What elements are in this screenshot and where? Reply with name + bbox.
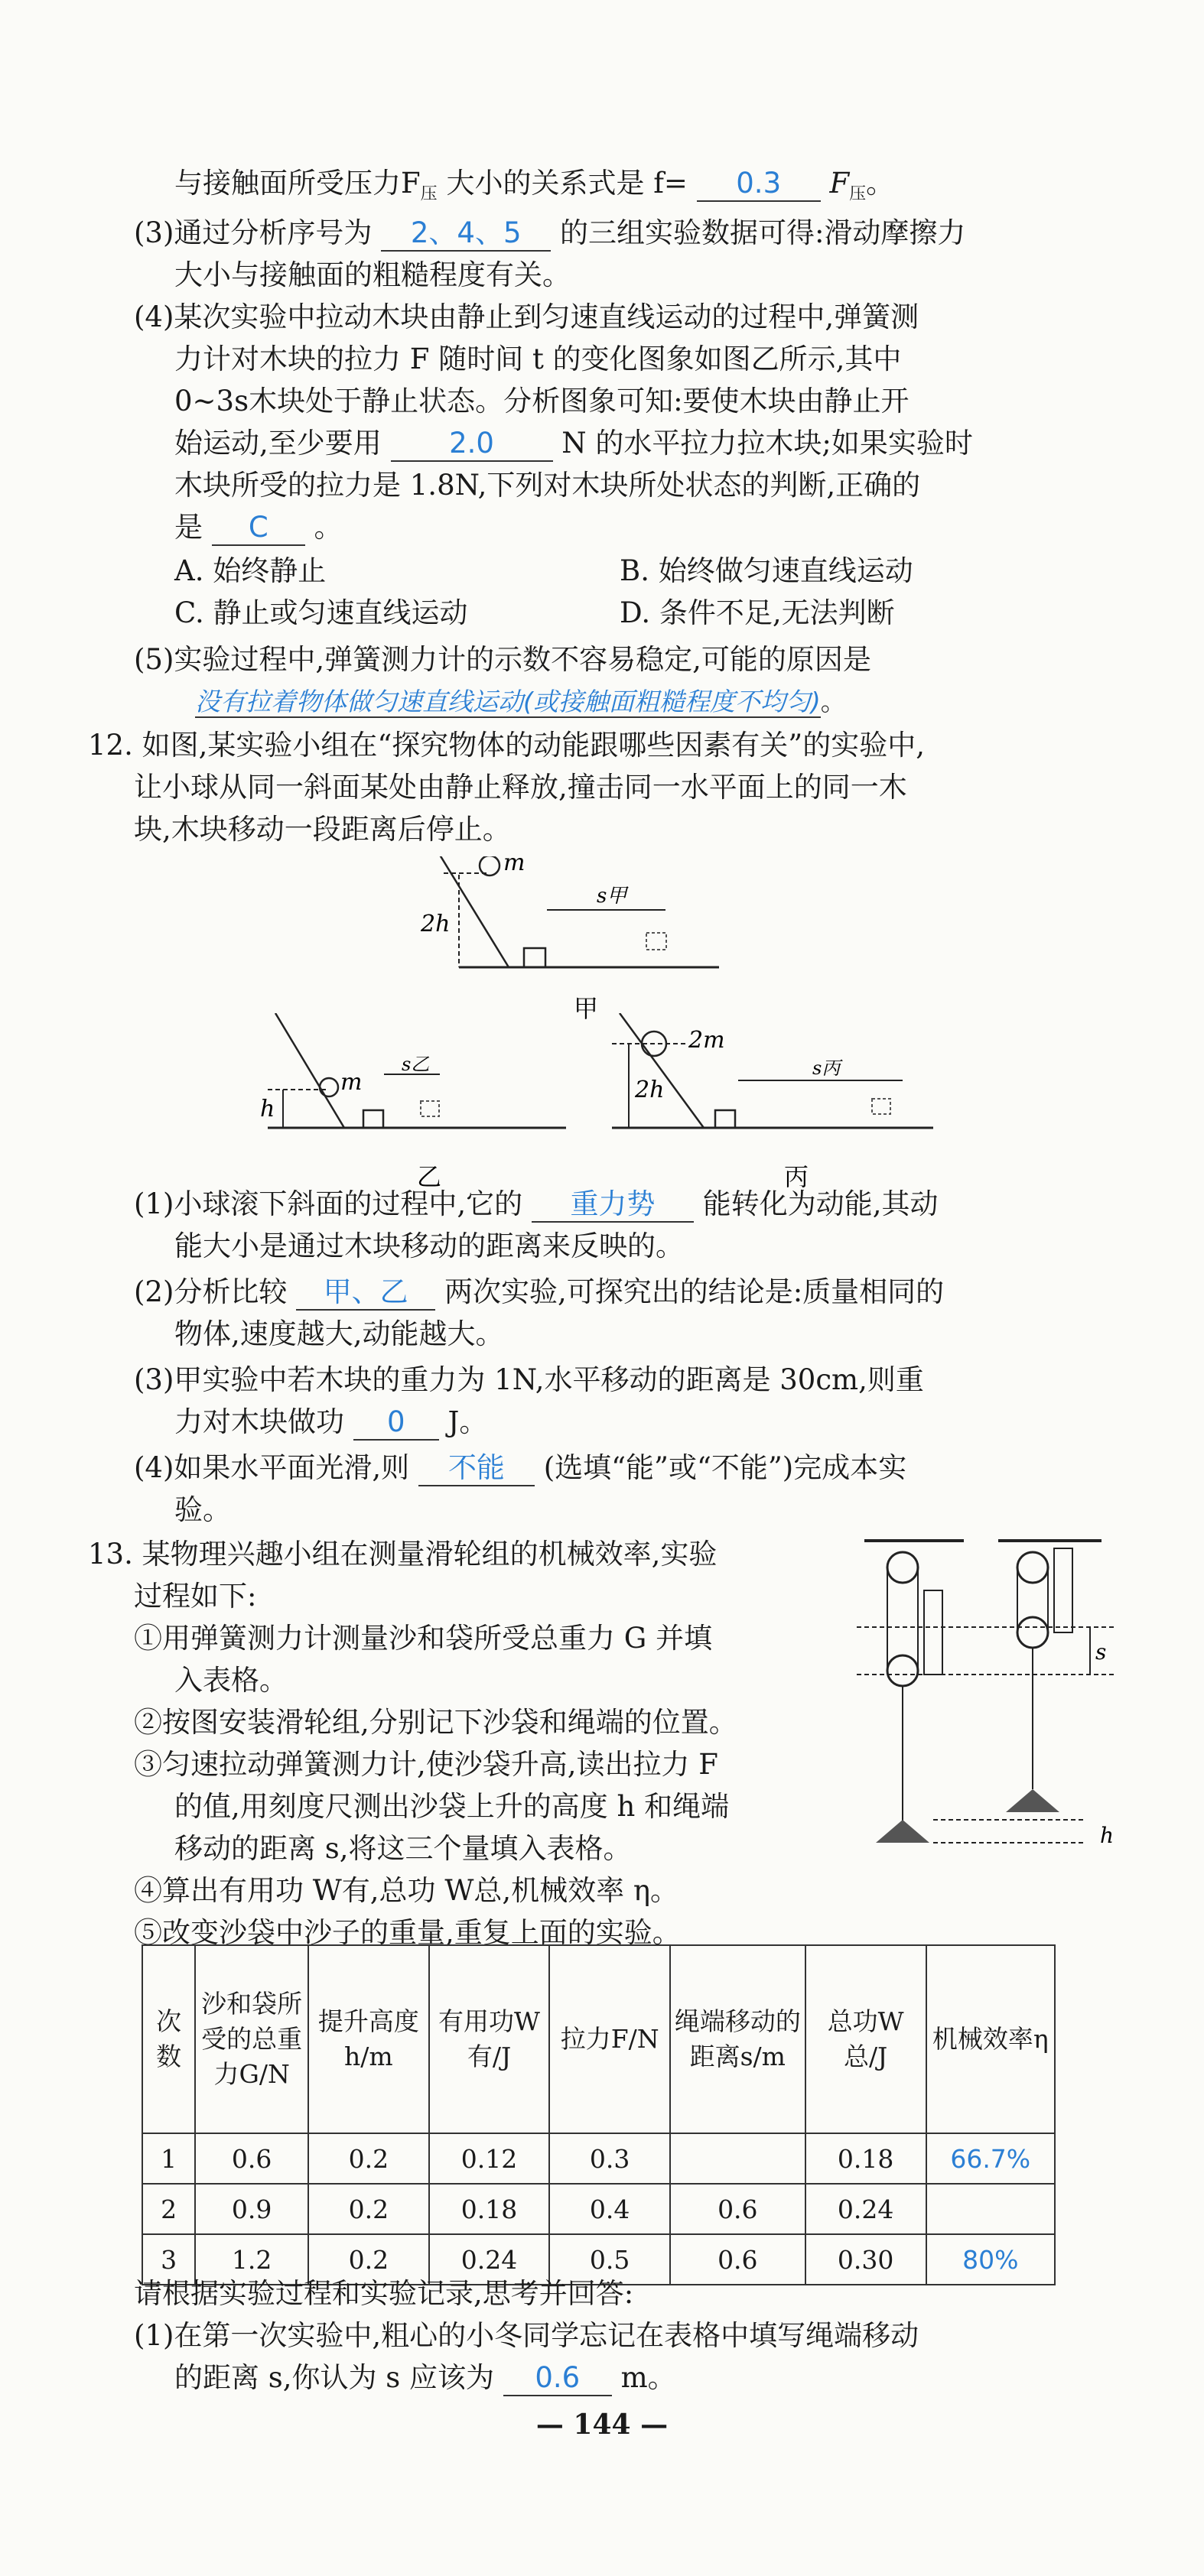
q12-line2: 让小球从同一斜面某处由静止释放,撞击同一水平面上的同一木 — [134, 771, 907, 804]
table-cell: 1 — [142, 2133, 195, 2184]
ball — [320, 1078, 338, 1096]
q13-step1: ①用弹簧测力计测量沙和袋所受总重力 G 并填 — [134, 1622, 713, 1655]
figure-yi — [252, 1013, 589, 1189]
mass-label: m — [503, 856, 526, 876]
q12-part4-cont: 验。 — [174, 1493, 231, 1526]
mass-label: 2m — [688, 1027, 725, 1054]
sand-bag — [876, 1820, 929, 1843]
table-cell: 1.2 — [195, 2234, 308, 2285]
q13-step4: ④算出有用功 W有,总功 W总,机械效率 η。 — [134, 1874, 679, 1907]
movable-pulley — [887, 1655, 918, 1686]
table-cell — [670, 2133, 805, 2184]
block-final-position — [872, 1099, 890, 1114]
table-cell: 0.18 — [429, 2184, 550, 2234]
table-header: 沙和袋所受的总重力G/N — [195, 1945, 308, 2133]
fixed-pulley — [887, 1552, 918, 1583]
table-cell: 0.4 — [549, 2184, 670, 2234]
slope — [275, 1013, 344, 1128]
answer-blank: C — [212, 511, 305, 546]
q13-step3-l3: 移动的距离 s,将这三个量填入表格。 — [174, 1832, 632, 1865]
q13-step3-l2: 的值,用刻度尺测出沙袋上升的高度 h 和绳端 — [174, 1790, 730, 1823]
q13-instruction: 请根据实验过程和实验记录,思考并回答: — [134, 2277, 634, 2310]
table-cell — [926, 2184, 1055, 2234]
q13-step5: ⑤改变沙袋中沙子的重量,重复上面的实验。 — [134, 1916, 681, 1949]
table-cell: 0.6 — [670, 2184, 805, 2234]
block-final-position — [646, 933, 666, 950]
data-table — [142, 1944, 1056, 2285]
table-header: 机械效率η — [926, 1945, 1055, 2133]
answer-blank: 0.3 — [697, 167, 821, 202]
answer-blank: 2、4、5 — [381, 216, 551, 252]
table-row — [142, 2133, 1055, 2184]
q12-part2: (2)分析比较 甲、乙 两次实验,可探究出的结论是:质量相同的 — [134, 1273, 944, 1311]
q12-part3-cont: 力对木块做功 0 J。 — [174, 1403, 487, 1441]
q11-part4-l2: 力计对木块的拉力 F 随时间 t 的变化图象如图乙所示,其中 — [174, 343, 902, 375]
option-a: A. 始终静止 — [174, 554, 327, 587]
answer-blank: 2.0 — [391, 427, 553, 462]
spring-scale — [1054, 1548, 1072, 1632]
table-header-row — [142, 1945, 1055, 2133]
table-cell: 0.9 — [195, 2184, 308, 2234]
q11-part4-l3: 0~3s木块处于静止状态。分析图象可知:要使木块由静止开 — [174, 385, 910, 417]
ball — [480, 856, 499, 875]
page-number: — 144 — — [535, 2409, 669, 2441]
q11-part3: (3)通过分析序号为 2、4、5 的三组实验数据可得:滑动摩擦力 — [134, 214, 965, 252]
table-cell: 0.2 — [308, 2234, 429, 2285]
block-final-position — [421, 1101, 439, 1116]
table-header: 绳端移动的距离s/m — [670, 1945, 805, 2133]
option-d: D. 条件不足,无法判断 — [620, 596, 895, 629]
wood-block — [715, 1110, 735, 1128]
wood-block — [363, 1110, 383, 1128]
q11-part5: (5)实验过程中,弹簧测力计的示数不容易稳定,可能的原因是 — [134, 643, 871, 676]
movable-pulley — [1017, 1617, 1048, 1648]
q11-part4: (4)某次实验中拉动木块由静止到匀速直线运动的过程中,弹簧测 — [134, 300, 919, 333]
q13-part1-cont: 的距离 s,你认为 s 应该为 0.6 m。 — [174, 2359, 676, 2397]
table-header: 提升高度h/m — [308, 1945, 429, 2133]
distance-label: s乙 — [402, 1054, 430, 1075]
q12-line3: 块,木块移动一段距离后停止。 — [134, 813, 511, 846]
height-label: h — [260, 1096, 275, 1122]
table-cell: 0.24 — [805, 2184, 926, 2234]
sand-bag — [1006, 1789, 1059, 1812]
table-header: 有用功W有/J — [429, 1945, 550, 2133]
table-cell: 0.12 — [429, 2133, 550, 2184]
distance-label: s甲 — [597, 885, 627, 908]
q11-part5-answer: 没有拉着物体做匀速直线运动(或接触面粗糙程度不均匀)。 — [195, 687, 846, 716]
q11-part4-l6: 是 C 。 — [174, 508, 343, 547]
table-cell: 66.7% — [926, 2133, 1055, 2184]
figure-caption: 乙 — [417, 1162, 442, 1189]
s-label: s — [1095, 1639, 1107, 1665]
q13-part1: (1)在第一次实验中,粗心的小冬同学忘记在表格中填写绳端移动 — [134, 2319, 919, 2352]
table-row — [142, 2184, 1055, 2234]
wood-block — [524, 948, 545, 967]
answer-blank: 甲、乙 — [296, 1275, 435, 1311]
q11-part4-l5: 木块所受的拉力是 1.8N,下列对木块所处状态的判断,正确的 — [174, 469, 921, 502]
figure-bing — [612, 1013, 964, 1189]
answer-blank: 0.6 — [503, 2361, 612, 2396]
height-label: 2h — [421, 911, 451, 937]
table-cell: 80% — [926, 2234, 1055, 2285]
q13-line1: 13. 某物理兴趣小组在测量滑轮组的机械效率,实验 — [88, 1538, 718, 1571]
table-header: 次数 — [142, 1945, 195, 2133]
table-cell: 3 — [142, 2234, 195, 2285]
table-cell: 0.30 — [805, 2234, 926, 2285]
spring-scale — [924, 1590, 942, 1675]
q12-part1: (1)小球滚下斜面的过程中,它的 重力势 能转化为动能,其动 — [134, 1185, 938, 1223]
fixed-pulley — [1017, 1552, 1048, 1583]
table-header: 拉力F/N — [549, 1945, 670, 2133]
table-cell: 0.6 — [195, 2133, 308, 2184]
distance-label: s丙 — [812, 1057, 841, 1079]
q11-part4-l4: 始运动,至少要用 2.0 N 的水平拉力拉木块;如果实验时 — [174, 424, 973, 463]
figure-caption: 甲 — [574, 994, 599, 1023]
figure-jia — [413, 856, 765, 1032]
mass-label: m — [340, 1069, 363, 1096]
table-cell: 0.2 — [308, 2184, 429, 2234]
answer-blank: 不能 — [418, 1451, 535, 1486]
q13-step1-cont: 入表格。 — [174, 1664, 288, 1697]
answer-blank: 重力势 — [532, 1187, 694, 1223]
h-label: h — [1100, 1823, 1115, 1848]
option-c: C. 静止或匀速直线运动 — [174, 596, 468, 629]
figure-caption: 丙 — [784, 1162, 809, 1189]
height-label: 2h — [635, 1077, 665, 1103]
answer-blank: 0 — [353, 1405, 439, 1441]
pulley-figure — [857, 1537, 1132, 1858]
q13-line2: 过程如下: — [134, 1580, 257, 1613]
table-cell: 2 — [142, 2184, 195, 2234]
q11-part3-cont: 大小与接触面的粗糙程度有关。 — [174, 258, 571, 291]
table-cell: 0.2 — [308, 2133, 429, 2184]
q12-part3: (3)甲实验中若木块的重力为 1N,水平移动的距离是 30cm,则重 — [134, 1363, 924, 1396]
option-b: B. 始终做匀速直线运动 — [620, 554, 913, 587]
q13-step2: ②按图安装滑轮组,分别记下沙袋和绳端的位置。 — [134, 1706, 737, 1739]
q12-part4: (4)如果水平面光滑,则 不能 (选填“能”或“不能”)完成本实 — [134, 1449, 906, 1487]
table-header: 总功W总/J — [805, 1945, 926, 2133]
q12-part1-cont: 能大小是通过木块移动的距离来反映的。 — [174, 1230, 684, 1262]
q12-part2-cont: 物体,速度越大,动能越大。 — [174, 1317, 504, 1350]
table-cell: 0.3 — [549, 2133, 670, 2184]
q13-step3: ③匀速拉动弹簧测力计,使沙袋升高,读出拉力 F — [134, 1748, 718, 1781]
table-cell: 0.6 — [670, 2234, 805, 2285]
q11-line1: 与接触面所受压力$F_压$ 大小的关系式是 f= 0.3 $F_压$。 — [174, 167, 895, 204]
table-cell: 0.18 — [805, 2133, 926, 2184]
q12-line1: 12. 如图,某实验小组在“探究物体的动能跟哪些因素有关”的实验中, — [88, 729, 925, 762]
table-cell: 0.5 — [549, 2234, 670, 2285]
table-cell: 0.24 — [429, 2234, 550, 2285]
